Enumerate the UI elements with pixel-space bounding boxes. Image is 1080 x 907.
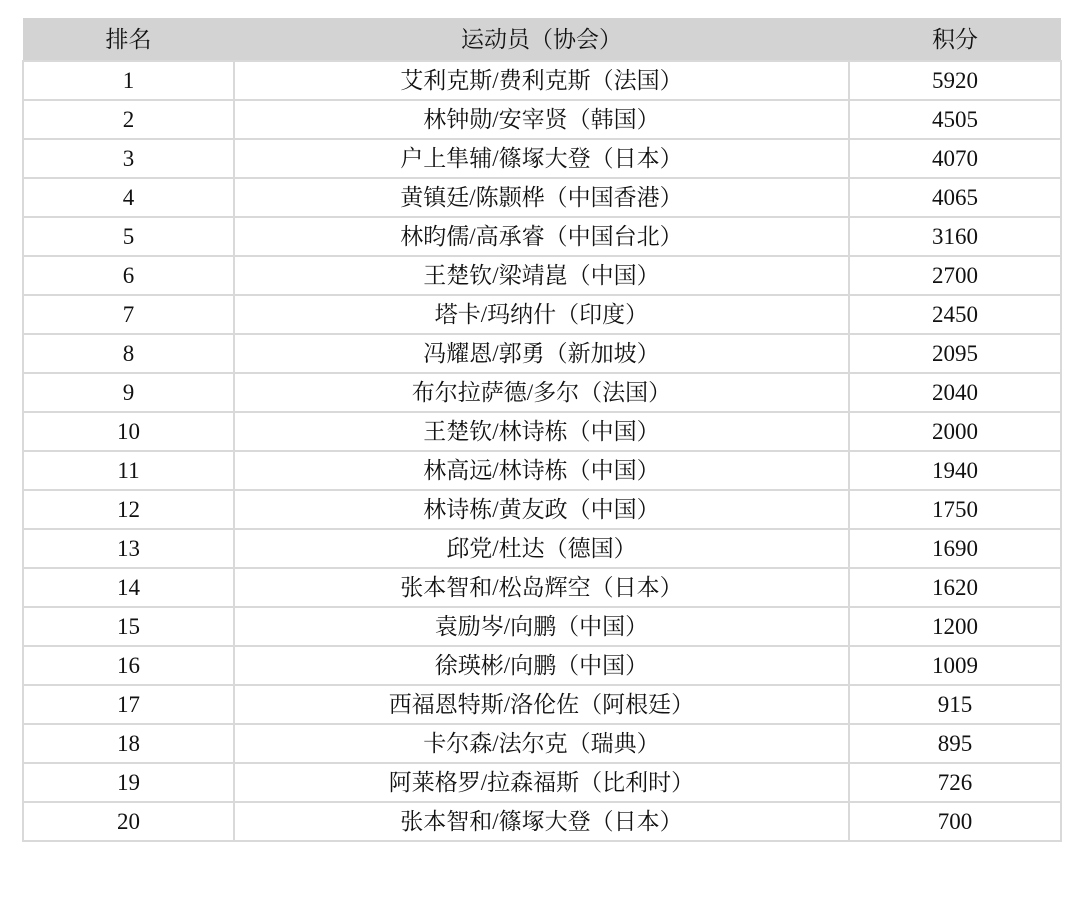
athlete-cell: 林诗栋/黄友政（中国） [234, 490, 849, 529]
athlete-cell: 黄镇廷/陈颢桦（中国香港） [234, 178, 849, 217]
rank-cell: 6 [23, 256, 234, 295]
athlete-cell: 邱党/杜达（德国） [234, 529, 849, 568]
table-row [23, 724, 1061, 763]
points-cell: 2700 [849, 256, 1061, 295]
points-cell: 2095 [849, 334, 1061, 373]
points-cell: 1009 [849, 646, 1061, 685]
rank-cell: 16 [23, 646, 234, 685]
rank-cell: 10 [23, 412, 234, 451]
athlete-cell: 户上隼辅/篠塚大登（日本） [234, 139, 849, 178]
athlete-cell: 林高远/林诗栋（中国） [234, 451, 849, 490]
points-cell: 4070 [849, 139, 1061, 178]
table-row [23, 490, 1061, 529]
rank-cell: 2 [23, 100, 234, 139]
rank-cell: 14 [23, 568, 234, 607]
athlete-cell: 王楚钦/梁靖崑（中国） [234, 256, 849, 295]
athlete-cell: 布尔拉萨德/多尔（法国） [234, 373, 849, 412]
points-cell: 1690 [849, 529, 1061, 568]
table-row [23, 646, 1061, 685]
table-row [23, 685, 1061, 724]
header-rank: 排名 [23, 18, 234, 61]
athlete-cell: 林昀儒/高承睿（中国台北） [234, 217, 849, 256]
points-cell: 895 [849, 724, 1061, 763]
rank-cell: 4 [23, 178, 234, 217]
athlete-cell: 林钟勋/安宰贤（韩国） [234, 100, 849, 139]
table-row [23, 334, 1061, 373]
rank-cell: 18 [23, 724, 234, 763]
points-cell: 5920 [849, 61, 1061, 100]
rank-cell: 12 [23, 490, 234, 529]
table-row [23, 217, 1061, 256]
athlete-cell: 塔卡/玛纳什（印度） [234, 295, 849, 334]
rank-cell: 19 [23, 763, 234, 802]
header-points: 积分 [849, 18, 1061, 61]
table-row [23, 178, 1061, 217]
table-row [23, 763, 1061, 802]
athlete-cell: 张本智和/松岛辉空（日本） [234, 568, 849, 607]
rank-cell: 7 [23, 295, 234, 334]
points-cell: 1940 [849, 451, 1061, 490]
athlete-cell: 袁励岑/向鹏（中国） [234, 607, 849, 646]
table-row [23, 100, 1061, 139]
table-row [23, 295, 1061, 334]
table-row [23, 139, 1061, 178]
header-athlete: 运动员（协会） [234, 18, 849, 61]
points-cell: 915 [849, 685, 1061, 724]
table-row [23, 607, 1061, 646]
table-row [23, 529, 1061, 568]
points-cell: 726 [849, 763, 1061, 802]
points-cell: 2450 [849, 295, 1061, 334]
rank-cell: 9 [23, 373, 234, 412]
athlete-cell: 王楚钦/林诗栋（中国） [234, 412, 849, 451]
table-row [23, 802, 1061, 841]
rank-cell: 5 [23, 217, 234, 256]
table-row [23, 451, 1061, 490]
rank-cell: 11 [23, 451, 234, 490]
points-cell: 3160 [849, 217, 1061, 256]
rank-cell: 8 [23, 334, 234, 373]
points-cell: 1620 [849, 568, 1061, 607]
athlete-cell: 冯耀恩/郭勇（新加坡） [234, 334, 849, 373]
points-cell: 4065 [849, 178, 1061, 217]
athlete-cell: 徐瑛彬/向鹏（中国） [234, 646, 849, 685]
table-row [23, 568, 1061, 607]
rank-cell: 17 [23, 685, 234, 724]
athlete-cell: 艾利克斯/费利克斯（法国） [234, 61, 849, 100]
rank-cell: 1 [23, 61, 234, 100]
rank-cell: 15 [23, 607, 234, 646]
points-cell: 4505 [849, 100, 1061, 139]
rank-cell: 20 [23, 802, 234, 841]
table-row [23, 256, 1061, 295]
athlete-cell: 卡尔森/法尔克（瑞典） [234, 724, 849, 763]
header-row [23, 18, 1061, 61]
points-cell: 2040 [849, 373, 1061, 412]
ranking-table [22, 18, 1062, 842]
table-row [23, 61, 1061, 100]
points-cell: 2000 [849, 412, 1061, 451]
rank-cell: 3 [23, 139, 234, 178]
points-cell: 1200 [849, 607, 1061, 646]
table-row [23, 373, 1061, 412]
athlete-cell: 张本智和/篠塚大登（日本） [234, 802, 849, 841]
athlete-cell: 阿莱格罗/拉森福斯（比利时） [234, 763, 849, 802]
table-row [23, 412, 1061, 451]
points-cell: 1750 [849, 490, 1061, 529]
rank-cell: 13 [23, 529, 234, 568]
points-cell: 700 [849, 802, 1061, 841]
athlete-cell: 西福恩特斯/洛伦佐（阿根廷） [234, 685, 849, 724]
